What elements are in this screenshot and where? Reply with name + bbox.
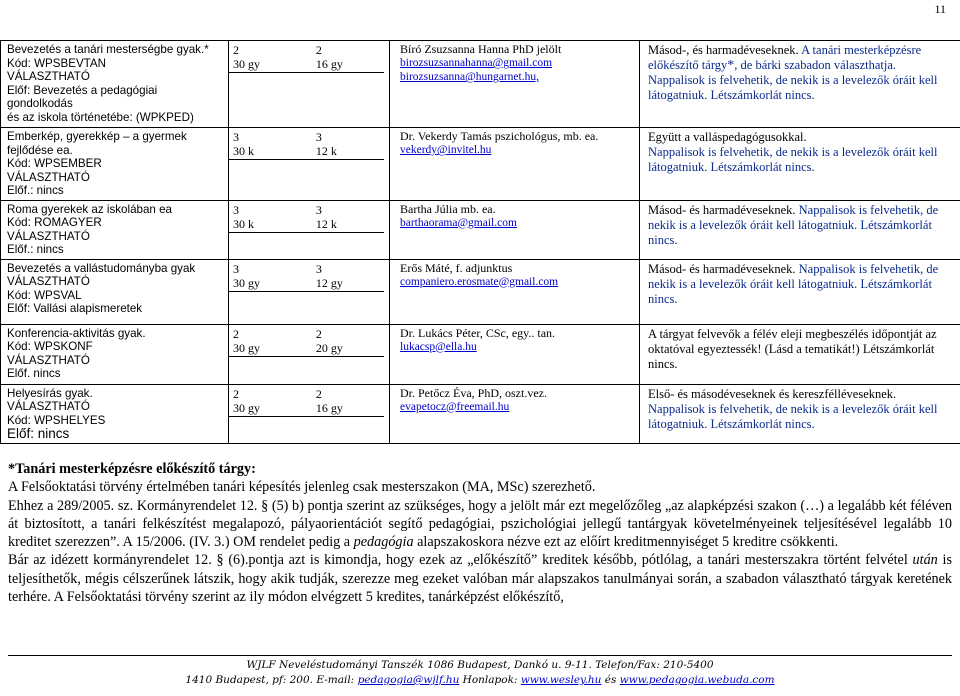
footnote-paragraph [8,497,952,552]
table-row [1,41,960,128]
footer-site-link[interactable]: www.pedagogia.webuda.com [619,674,775,686]
notes-text: Első- és másodéveseknek és kereszfélléveseknek. [648,386,897,401]
credits-cell [229,384,390,443]
notes-text: Együtt a valláspedagógusokkal. [648,130,807,144]
course-code: Kód: WPSHELYES [7,413,106,427]
email-link[interactable]: companiero.erosmate@gmail.com [400,275,559,288]
table-row [1,259,960,324]
notes-text: Másod-, és harmadéveseknek. [648,43,799,57]
course-prereq: Előf: Vallási alapismeretek [7,302,143,315]
teacher-name: Dr. Petőcz Éva, PhD, oszt.vez. [400,385,547,400]
footnote-text: alapszakoskora nézve ezt az előírt kreditmennyiséget 5 kreditre csökkenti. [413,534,839,551]
mode-fulltime: 30 gy [233,275,260,290]
course-title: Bevezetés a vallástudományba gyak [7,261,196,275]
teacher-cell [390,259,640,324]
hours: 3 [315,202,322,217]
hours: 2 [315,43,322,57]
mode-parttime: 20 gy [315,340,343,355]
hours: 3 [315,130,322,144]
teacher-name: Dr. Lukács Péter, CSc, egy.. tan. [400,325,556,340]
footnote-section [8,460,952,606]
course-name-cell [1,41,229,128]
mode-parttime: 12 k [315,216,337,231]
credits-cell [229,128,390,201]
email-link[interactable]: vekerdy@invitel.hu [400,144,492,156]
course-name-cell [1,259,229,324]
notes-text: Nappalisok is felvehetik, de nekik is a levelezők óráit kell látogatniuk. Létszámkorlát nincs. [648,73,938,102]
footer-text: Honlapok: [459,674,521,686]
course-code: Kód: WPSKONF [7,340,93,353]
footer-rule [8,655,952,656]
credits-cell [229,324,390,384]
course-name-cell [1,324,229,384]
notes-cell [640,200,960,259]
credits: 3 [233,261,239,276]
mode-parttime: 16 gy [315,400,343,415]
mode-fulltime: 30 gy [233,400,260,415]
course-type: VÁLASZTHATÓ [7,170,90,184]
footnote-italic: pedagógia [353,534,414,551]
credits-cell [229,41,390,128]
credits: 3 [233,202,239,217]
course-type: VÁLASZTHATÓ [7,70,90,83]
email-link[interactable]: barthaorama@gmail.com [400,216,517,229]
credits-cell [229,259,390,324]
credits: 2 [233,386,239,401]
footnote-italic: után [912,552,938,569]
course-title: Helyesírás gyak. [7,386,93,400]
course-code: Kód: WPSBEVTAN [7,56,107,70]
course-prereq: Előf. nincs [7,367,61,380]
asterisk-mark: * [204,43,209,56]
teacher-name: Bíró Zsuzsanna Hanna PhD jelölt [400,42,562,56]
table-row [1,324,960,384]
email-link[interactable]: lukacsp@ella.hu [400,340,477,353]
footer-contacts [0,673,960,688]
course-prereq: Előf: Bevezetés a pedagógiai gondolkodás [7,83,158,110]
teacher-name: Dr. Vekerdy Tamás pszichológus, mb. ea. [400,129,599,143]
page-number: 11 [934,2,946,16]
teacher-cell [390,384,640,443]
course-title: Bevezetés a tanári mesterségbe gyak. [7,43,205,56]
notes-text: Nappalisok is felvehetik, de nekik is a levelezők óráit kell látogatniuk. Létszámkorlát nincs. [648,145,938,174]
table-row [1,384,960,443]
footer-text: és [601,674,620,686]
course-name-cell [1,384,229,443]
table-row [1,200,960,259]
asterisk-mark: * [727,58,735,73]
mode-parttime: 16 gy [315,57,343,71]
course-type: VÁLASZTHATÓ [7,275,90,288]
course-title: Roma gyerekek az iskolában ea [7,202,172,216]
notes-cell [640,41,960,128]
hours: 3 [315,261,322,276]
notes-text: Másod- és harmadéveseknek. [648,202,796,217]
footnote-text: Ehhez a 289/2005. sz. Kormányrendelet 12. § (5) b) pontja szerint az szükséges, hogy a jelölt már ezt megelőzőleg „az alapképzési szakon (…) a legalább két féléven át biztosított, a tanári felkészítést megalapozó, pályaorientációt segítő pedagógiai, pszichológiai jellegű tantárgyak követelményeinek teljesítésével legalább 10 kreditet szerezzen”. A 15/2006. (IV. 3.) OM rendelet pedig a [8,497,952,551]
footer-text: 1410 Budapest, pf: 200. E-mail: [185,674,358,686]
credits: 2 [233,326,239,341]
course-prereq: Előf.: nincs [7,243,64,256]
footer-address: WJLF Neveléstudományi Tanszék 1086 Budapest, Dankó u. 9-11. Telefon/Fax: 210-5400 [246,659,714,671]
credits: 2 [233,43,239,57]
footnote-paragraph: A Felsőoktatási törvény értelmében tanári képesítés jelenleg csak mesterszakon (MA, MSc) szerezhető. [8,479,596,496]
footnote-heading: *Tanári mesterképzésre előkészítő tárgy: [8,461,256,477]
course-table [0,40,960,444]
notes-text: A tanári mesterképzésre előkészítő tárgy [648,43,922,72]
hours: 2 [315,326,322,341]
course-code: Kód: WPSVAL [7,288,82,302]
notes-text: A tárgyat felvevők a félév eleji megbeszélés időpontját az oktatóval egyeztessék! (Lásd a tematikát!) Létszámkorlát nincs. [648,326,937,371]
table-row [1,128,960,201]
divider [229,159,384,160]
course-code: Kód: WPSEMBER [7,157,102,170]
course-prereq: Előf.: nincs [7,184,64,197]
teacher-cell [390,128,640,201]
mode-parttime: 12 k [315,144,337,158]
teacher-name: Bartha Júlia mb. ea. [400,201,496,216]
footnote-paragraph [8,551,952,606]
divider [229,72,384,73]
mode-fulltime: 30 gy [233,340,260,355]
course-name-cell [1,128,229,201]
notes-text: , de bárki szabadon választhatja. [734,58,897,72]
mode-fulltime: 30 gy [233,57,260,71]
divider [229,232,384,233]
notes-cell [640,128,960,201]
course-title: Emberkép, gyerekkép – a gyermek [7,130,187,143]
teacher-cell [390,200,640,259]
course-type: VÁLASZTHATÓ [7,229,90,243]
notes-text: Másod- és harmadéveseknek. [648,261,796,276]
notes-text: Nappalisok is felvehetik, de nekik is a levelezők óráit kell látogatniuk. Létszámkorlát nincs. [648,202,939,247]
course-type: VÁLASZTHATÓ [7,353,90,367]
notes-cell [640,259,960,324]
email-link[interactable]: evapetocz@freemail.hu [400,400,510,413]
email-link[interactable]: birozsuzsanna@hungarnet.hu, [400,71,539,83]
footer-email-link[interactable]: pedagogia@wjlf.hu [357,674,460,686]
course-name-cell [1,200,229,259]
credits: 3 [233,130,239,144]
notes-cell [640,324,960,384]
footnote-text: Bár az idézett kormányrendelet 12. § (6).pontja azt is kimondja, hogy ezek az „előkészítő” kreditek később, pótlólag, a tanári mesterszakra történt felvétel [8,552,913,569]
teacher-cell [390,41,640,128]
divider [229,416,384,417]
course-title: Konferencia-aktivitás gyak. [7,326,146,340]
course-prereq-cont: és az iskola történetébe: (WPKPED) [7,110,194,124]
notes-cell [640,384,960,443]
teacher-name: Erős Máté, f. adjunktus [400,260,513,275]
course-title-cont: fejlődése ea. [7,143,73,157]
divider [229,356,384,357]
notes-text: Nappalisok is felvehetik, de nekik is a levelezők óráit kell látogatniuk. Létszámkorlát nincs. [648,261,939,306]
divider [229,291,384,292]
course-prereq: Előf: nincs [7,426,70,441]
mode-fulltime: 30 k [233,216,254,231]
page-footer [0,658,960,688]
email-link[interactable]: birozsuzsannahanna@gmail.com [400,57,553,69]
mode-parttime: 12 gy [315,275,343,290]
hours: 2 [315,386,322,401]
course-type: VÁLASZTHATÓ [7,400,90,413]
teacher-cell [390,324,640,384]
footer-site-link[interactable]: www.wesley.hu [520,674,602,686]
mode-fulltime: 30 k [233,144,254,158]
notes-text: Nappalisok is felvehetik, de nekik is a levelezők óráit kell látogatniuk. Létszámkorlát nincs. [648,401,938,431]
credits-cell [229,200,390,259]
course-code: Kód: ROMAGYER [7,216,102,229]
footnote-text: is teljesíthetők, mégis célszerűnek látszik, hogy akik tudják, szerezze meg ezeket valóban már alapszakos tanulmányai során, a szabadon választható tárgyak keretének terhére. A Felsőoktatási törvény szerint az ily módon elvégzett 5 kredites, tanárképzést előkészítő, [8,552,952,606]
